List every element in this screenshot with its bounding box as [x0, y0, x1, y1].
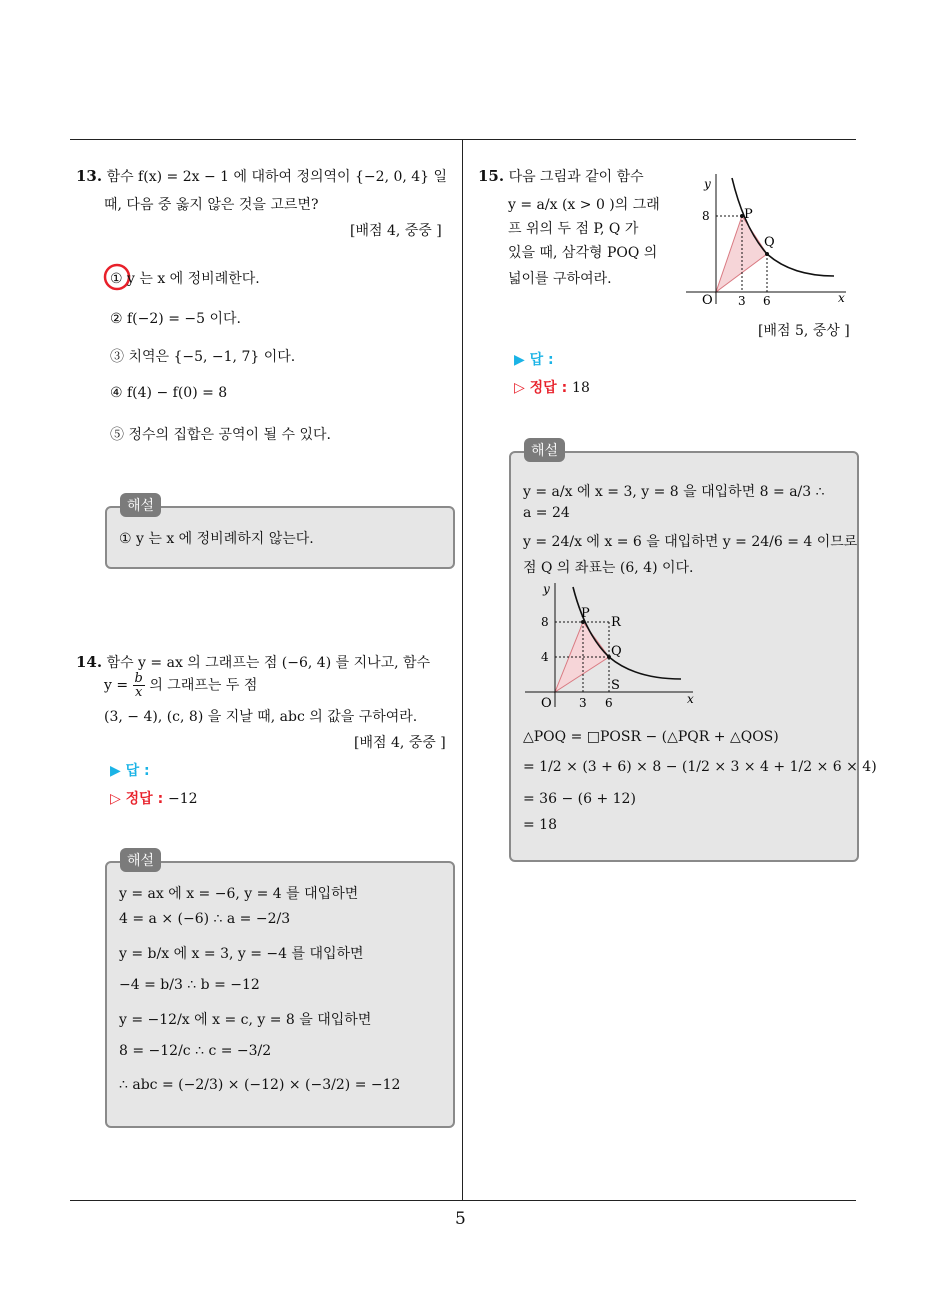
svg-text:y: y: [543, 582, 550, 596]
graph-x6-label: 6: [763, 294, 771, 308]
q14-number: 14.: [76, 653, 103, 671]
svg-text:8: 8: [541, 615, 549, 629]
q14-correct-value: −12: [168, 791, 198, 807]
graph-x-label: x: [838, 291, 845, 305]
q15-explanation-tag: 해설: [524, 438, 565, 462]
svg-text:6: 6: [605, 696, 613, 710]
svg-text:Q: Q: [611, 644, 622, 659]
q14-answer-label[interactable]: ▶ 답 :: [110, 763, 150, 779]
q13-number: 13.: [76, 167, 103, 185]
q14-explain-line: ∴ abc = (−2/3) × (−12) × (−3/2) = −12: [119, 1077, 401, 1093]
q15-explain2-line: = 36 − (6 + 12): [523, 791, 636, 807]
q15-number: 15.: [478, 167, 505, 185]
q14-correct-label: ▷ 정답 :: [110, 791, 164, 807]
graph-origin-label: O: [702, 293, 713, 308]
q15-explain2-line: = 1/2 × (3 + 6) × 8 − (1/2 × 3 × 4 + 1/2 × 6 × 4): [523, 759, 877, 775]
q13-choice-5[interactable]: ⑤ 정수의 집합은 공역이 될 수 있다.: [110, 427, 331, 443]
q13-score: [배점 4, 중중 ]: [350, 223, 442, 239]
q14-explain-line: 4 = a × (−6) ∴ a = −2/3: [119, 911, 291, 927]
q15-explain2-line: = 18: [523, 817, 557, 833]
q15-score: [배점 5, 중상 ]: [758, 323, 850, 339]
q13-explanation-tag: 해설: [120, 493, 161, 517]
column-divider: [462, 140, 463, 1200]
q14-explain-line: 8 = −12/c ∴ c = −3/2: [119, 1043, 272, 1059]
q13-choice-3[interactable]: ③ 치역은 {−5, −1, 7} 이다.: [110, 349, 296, 365]
svg-text:R: R: [611, 615, 621, 630]
q14-explain-line: −4 = b/3 ∴ b = −12: [119, 977, 260, 993]
svg-text:P: P: [581, 606, 590, 621]
q13-line2: 때, 다음 중 옳지 않은 것을 고르면?: [104, 197, 319, 213]
q15-line2: y = a/x (x > 0 )의 그래: [508, 197, 660, 213]
graph-p-label: P: [744, 207, 753, 222]
q15-line3: 프 위의 두 점 P, Q 가: [508, 221, 639, 237]
top-rule: [70, 139, 856, 140]
q14-line2-pre: y =: [104, 677, 129, 694]
svg-text:x: x: [687, 692, 694, 706]
bottom-rule: [70, 1200, 856, 1201]
q15-graph: [682, 168, 854, 310]
svg-text:S: S: [611, 678, 620, 693]
q14-explain-line: y = b/x 에 x = 3, y = −4 를 대입하면: [119, 946, 364, 962]
q14-line3: (3, − 4), (c, 8) 을 지날 때, abc 의 값을 구하여라.: [104, 709, 418, 725]
q15-explain2-line: △POQ = □POSR − (△PQR + △QOS): [523, 729, 779, 745]
q14-explanation-tag: 해설: [120, 848, 161, 872]
q13-line1: 함수 f(x) = 2x − 1 에 대하여 정의역이 {−2, 0, 4} 일: [106, 169, 448, 185]
q15-line1: 다음 그림과 같이 함수: [508, 169, 644, 185]
q14-line1: 함수 y = ax 의 그래프는 점 (−6, 4) 를 지나고, 함수: [106, 655, 431, 671]
q13-choice-2[interactable]: ② f(−2) = −5 이다.: [110, 311, 241, 327]
q13-choice-4[interactable]: ④ f(4) − f(0) = 8: [110, 385, 228, 401]
q15-answer-label[interactable]: ▶ 답 :: [514, 352, 554, 368]
svg-text:4: 4: [541, 650, 549, 664]
q15-explanation-graph: [521, 579, 711, 715]
q15-correct-value: 18: [572, 380, 590, 396]
graph-y-label: y: [704, 177, 711, 191]
q15-line5: 넓이를 구하여라.: [508, 271, 612, 287]
q15-line4: 있을 때, 삼각형 POQ 의: [508, 245, 658, 261]
graph-x3-label: 3: [738, 294, 746, 308]
q14-explain-line: y = ax 에 x = −6, y = 4 를 대입하면: [119, 886, 359, 902]
q14-explanation-box: [105, 861, 455, 1128]
q15-explanation-box: [509, 451, 877, 862]
svg-text:3: 3: [579, 696, 587, 710]
q15-explain-line: y = a/x 에 x = 3, y = 8 을 대입하면 8 = a/3 ∴: [523, 484, 825, 500]
page-number: 5: [455, 1209, 466, 1229]
graph-y8-label: 8: [702, 209, 710, 223]
q15-explain-line: a = 24: [523, 505, 570, 521]
q15-explain-line: 점 Q 의 좌표는 (6, 4) 이다.: [523, 560, 694, 576]
svg-text:O: O: [541, 696, 552, 711]
q14-line2-post: 의 그래프는 두 점: [149, 677, 258, 694]
graph-q-label: Q: [764, 235, 775, 250]
q13-choice-1[interactable]: ① y 는 x 에 정비례한다.: [110, 271, 260, 287]
q13-explanation-text: ① y 는 x 에 정비례하지 않는다.: [119, 531, 314, 547]
q15-explain-line: y = 24/x 에 x = 6 을 대입하면 y = 24/6 = 4 이므로: [523, 534, 858, 550]
q15-correct-label: ▷ 정답 :: [514, 380, 568, 396]
q14-score: [배점 4, 중중 ]: [354, 735, 446, 751]
q14-explain-line: y = −12/x 에 x = c, y = 8 을 대입하면: [119, 1012, 372, 1028]
q14-fraction: $\frac{b}{x}$: [134, 671, 143, 700]
